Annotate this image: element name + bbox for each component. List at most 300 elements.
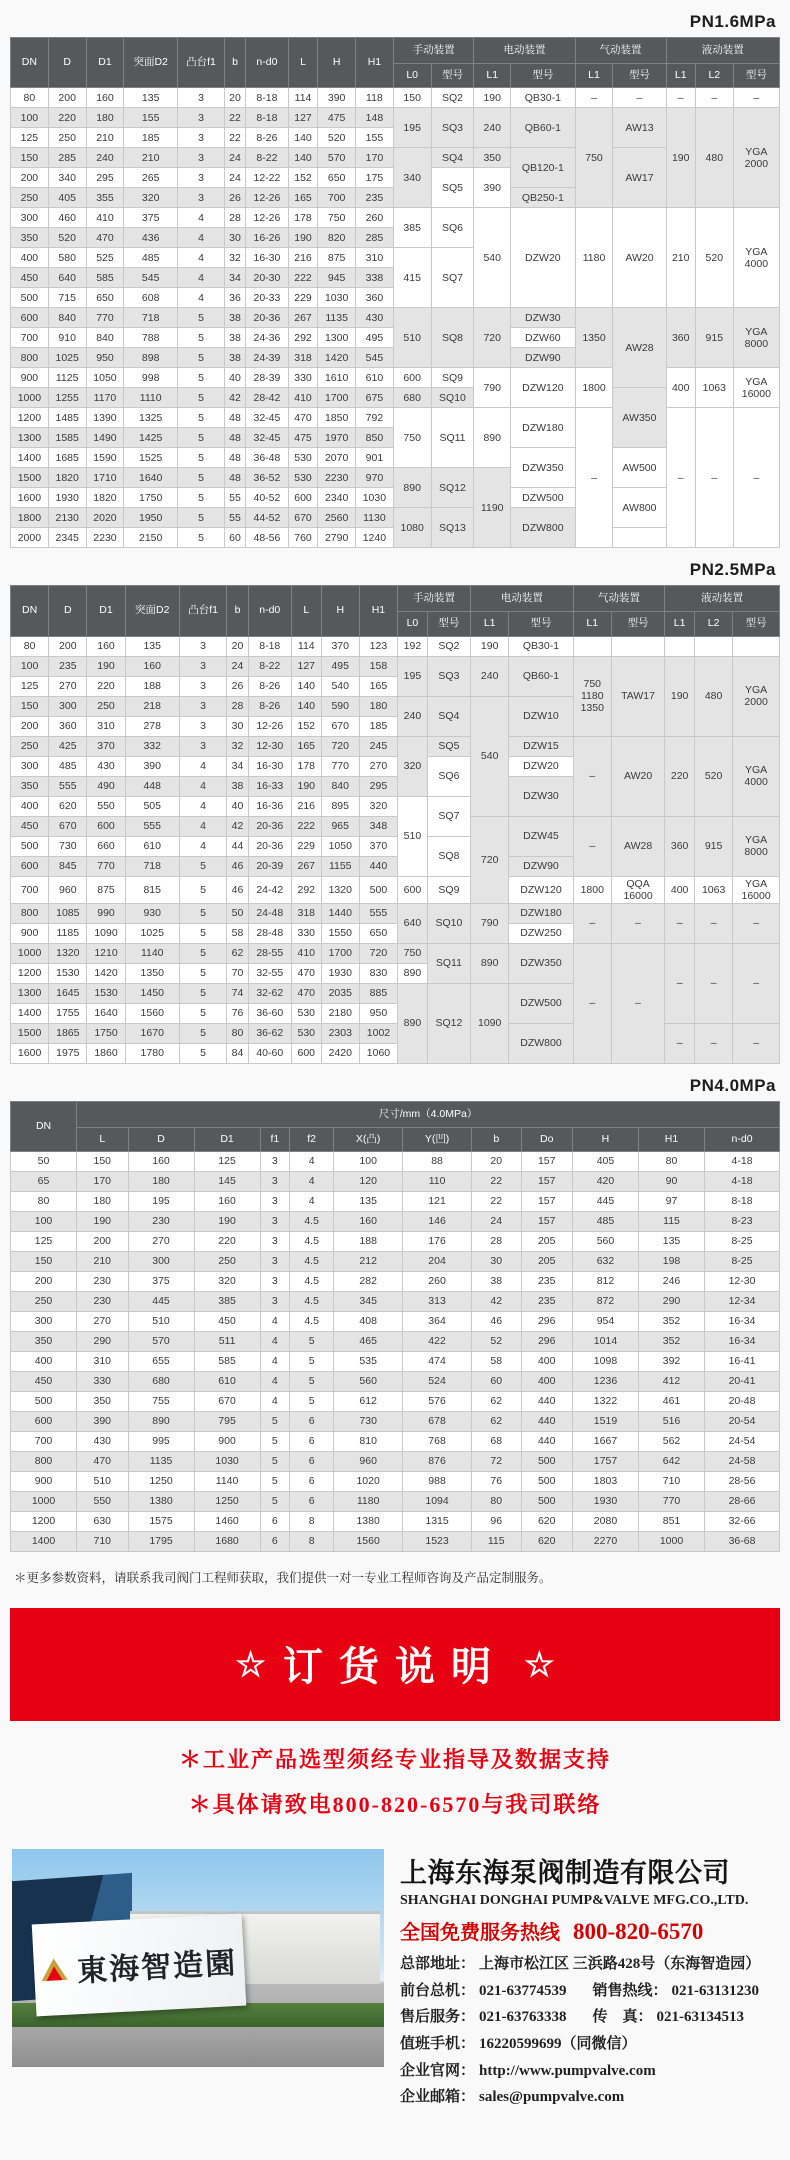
header-cell: 液动装置 (666, 38, 780, 64)
data-cell: 720 (471, 816, 509, 903)
data-cell: SQ7 (431, 248, 474, 308)
data-cell: 52 (472, 1331, 521, 1351)
data-cell: 915 (695, 816, 733, 876)
data-cell: 114 (291, 636, 321, 656)
data-cell: 160 (87, 636, 125, 656)
data-cell: 1757 (572, 1451, 638, 1471)
data-cell: 300 (49, 696, 87, 716)
data-cell: DZW180 (511, 408, 576, 448)
data-cell: 680 (393, 388, 431, 408)
data-cell: 440 (521, 1431, 572, 1451)
data-cell: 500 (359, 876, 397, 903)
data-cell: 12-26 (246, 188, 289, 208)
hotline (400, 1916, 778, 1945)
data-cell: 1780 (125, 1043, 179, 1063)
data-cell: – (573, 903, 611, 943)
data-cell: 1060 (359, 1043, 397, 1063)
data-cell: SQ3 (431, 108, 474, 148)
data-cell: 1210 (87, 943, 125, 963)
data-cell: 40 (224, 368, 245, 388)
data-cell: 1390 (86, 408, 124, 428)
data-cell: 1110 (124, 388, 178, 408)
data-cell: 332 (125, 736, 179, 756)
data-cell: 755 (128, 1391, 194, 1411)
data-cell: 24-54 (705, 1431, 780, 1451)
data-cell: 560 (334, 1371, 403, 1391)
data-cell: 1560 (125, 1003, 179, 1023)
data-cell: 5 (260, 1451, 289, 1471)
data-cell: 34 (227, 756, 248, 776)
data-cell: 5 (260, 1411, 289, 1431)
data-cell: – (733, 408, 779, 548)
data-cell: 1530 (49, 963, 87, 983)
data-cell (613, 528, 666, 548)
data-cell: 500 (521, 1451, 572, 1471)
data-cell: 460 (48, 208, 86, 228)
data-cell: 32 (224, 248, 245, 268)
data-cell: 1200 (11, 408, 49, 428)
data-cell: 2035 (321, 983, 359, 1003)
data-cell: 2150 (124, 528, 178, 548)
data-cell: 540 (474, 208, 511, 308)
data-cell (611, 636, 664, 656)
data-cell: 640 (398, 903, 428, 943)
company-logo-icon (41, 1958, 68, 1981)
data-cell: 6 (260, 1531, 289, 1551)
data-cell: 80 (227, 1023, 248, 1043)
data-cell: 1700 (318, 388, 356, 408)
data-cell: 20-30 (246, 268, 289, 288)
data-cell: 1519 (572, 1411, 638, 1431)
data-cell: 485 (49, 756, 87, 776)
data-cell: 412 (639, 1371, 705, 1391)
data-cell: 1350 (575, 308, 613, 368)
header-cell: L2 (695, 64, 733, 88)
data-cell: DZW15 (509, 736, 573, 756)
data-cell: 895 (321, 796, 359, 816)
data-cell: 1400 (11, 1531, 77, 1551)
data-cell: 1000 (11, 943, 49, 963)
data-cell: 230 (77, 1291, 128, 1311)
data-cell: 4-18 (705, 1171, 780, 1191)
data-cell: 175 (356, 168, 394, 188)
header-cell: X(凸) (334, 1127, 403, 1151)
data-cell: 375 (128, 1271, 194, 1291)
data-cell: 545 (356, 348, 394, 368)
data-cell: 1640 (124, 468, 178, 488)
data-cell: 190 (471, 636, 509, 656)
data-cell: DZW350 (509, 943, 573, 983)
data-cell: 440 (521, 1391, 572, 1411)
data-cell: 576 (403, 1391, 472, 1411)
data-cell: 792 (356, 408, 394, 428)
data-cell: TAW17 (611, 656, 664, 736)
data-cell: SQ8 (427, 836, 470, 876)
data-cell: 475 (318, 108, 356, 128)
contact-line (400, 2004, 778, 2031)
data-cell: 390 (318, 88, 356, 108)
data-cell: 600 (11, 1411, 77, 1431)
data-cell: 1425 (124, 428, 178, 448)
data-cell: 560 (572, 1231, 638, 1251)
data-cell: DZW500 (511, 488, 576, 508)
data-cell: 1250 (194, 1491, 260, 1511)
data-cell: 800 (11, 348, 49, 368)
header-cell: 型号 (431, 64, 474, 88)
data-cell: 360 (356, 288, 394, 308)
data-cell: 510 (398, 796, 428, 876)
data-cell: 8-18 (705, 1191, 780, 1211)
hotline-number: 800-820-6570 (573, 1918, 704, 1944)
data-cell: 1930 (321, 963, 359, 983)
data-cell: 24 (472, 1211, 521, 1231)
data-cell: 876 (403, 1451, 472, 1471)
data-cell: 1750 (124, 488, 178, 508)
data-cell: 1800 (573, 876, 611, 903)
data-cell: 392 (639, 1351, 705, 1371)
data-cell: DZW800 (511, 508, 576, 548)
data-cell: 16-36 (248, 796, 291, 816)
banner-star-left-icon: ☆ (235, 1645, 266, 1684)
data-cell: 475 (288, 428, 317, 448)
data-cell: 42 (472, 1291, 521, 1311)
data-cell: 8-25 (705, 1231, 780, 1251)
data-cell: 1098 (572, 1351, 638, 1371)
data-cell: 24 (227, 656, 248, 676)
data-cell: 158 (359, 656, 397, 676)
data-cell: 340 (393, 148, 431, 208)
data-cell: 520 (48, 228, 86, 248)
data-cell: 60 (472, 1371, 521, 1391)
data-cell: 350 (77, 1391, 128, 1411)
data-cell: – (695, 408, 733, 548)
contact-label: 值班手机： (400, 2035, 476, 2052)
data-cell: SQ10 (431, 388, 474, 408)
data-cell: 750 (393, 408, 431, 468)
data-cell: SQ2 (431, 88, 474, 108)
data-cell: 80 (11, 636, 49, 656)
data-cell: 42 (227, 816, 248, 836)
header-cell: L1 (665, 612, 695, 636)
data-cell: 121 (403, 1191, 472, 1211)
data-cell: 55 (224, 488, 245, 508)
data-cell: 840 (321, 776, 359, 796)
data-cell: 1200 (11, 1511, 77, 1531)
data-cell: – (613, 88, 666, 108)
data-cell: DZW20 (511, 208, 576, 308)
data-cell: 1600 (11, 1043, 49, 1063)
contact-value: 021-63131230 (671, 1982, 760, 1999)
data-cell: 55 (224, 508, 245, 528)
data-cell: 3 (260, 1191, 289, 1211)
data-cell: QB250-1 (511, 188, 576, 208)
header-cell: L0 (393, 64, 431, 88)
pn25-title: PN2.5MPa (689, 560, 776, 580)
header-cell: DN (11, 586, 49, 636)
data-cell: 750 (318, 208, 356, 228)
data-cell: 422 (403, 1331, 472, 1351)
data-cell: 28 (224, 208, 245, 228)
data-cell: 720 (359, 943, 397, 963)
pn16-section (0, 12, 790, 548)
data-cell: AW20 (611, 736, 664, 816)
data-cell: 890 (393, 468, 431, 508)
data-cell: 998 (124, 368, 178, 388)
data-cell: 795 (194, 1411, 260, 1431)
data-cell: 32-55 (248, 963, 291, 983)
data-cell: 1590 (86, 448, 124, 468)
data-cell: 3 (178, 108, 225, 128)
data-cell: DZW120 (511, 368, 576, 408)
data-cell: 890 (398, 963, 428, 983)
data-cell: 313 (403, 1291, 472, 1311)
data-cell: – (695, 88, 733, 108)
data-cell: 1420 (87, 963, 125, 983)
data-cell: 608 (124, 288, 178, 308)
data-cell: YGA 8000 (733, 308, 779, 368)
data-cell: 3 (260, 1231, 289, 1251)
header-cell: L2 (695, 612, 733, 636)
header-cell: 手动装置 (398, 586, 471, 612)
data-cell: 8-26 (246, 128, 289, 148)
data-cell (733, 636, 780, 656)
data-cell: 400 (11, 796, 49, 816)
data-cell: 470 (291, 963, 321, 983)
data-cell: 520 (318, 128, 356, 148)
data-cell: 180 (86, 108, 124, 128)
data-cell: 540 (471, 696, 509, 816)
data-cell: 1185 (49, 923, 87, 943)
data-cell: QQA 16000 (611, 876, 664, 903)
data-cell: 16-41 (705, 1351, 780, 1371)
data-cell: 28 (227, 696, 248, 716)
data-cell: 195 (393, 108, 431, 148)
data-cell: 1300 (11, 983, 49, 1003)
data-cell: 610 (194, 1371, 260, 1391)
data-cell: 22 (472, 1171, 521, 1191)
data-cell: – (666, 408, 695, 548)
data-cell: 96 (472, 1511, 521, 1531)
data-cell: 295 (86, 168, 124, 188)
data-cell: DZW30 (509, 776, 573, 816)
data-cell: 875 (318, 248, 356, 268)
data-cell: 570 (318, 148, 356, 168)
data-cell: 3 (260, 1151, 289, 1171)
data-cell: DZW350 (511, 448, 576, 488)
data-cell: 190 (666, 108, 695, 208)
data-cell: 155 (124, 108, 178, 128)
data-cell: 4 (179, 756, 226, 776)
data-cell: 510 (128, 1311, 194, 1331)
data-cell: 267 (288, 308, 317, 328)
data-cell: 28-42 (246, 388, 289, 408)
data-cell: 5 (179, 876, 226, 903)
data-cell: AW20 (613, 208, 666, 308)
data-cell: 430 (356, 308, 394, 328)
data-cell: 760 (288, 528, 317, 548)
data-cell: 1155 (321, 856, 359, 876)
data-cell: 1063 (695, 876, 733, 903)
data-cell: 2000 (11, 528, 49, 548)
data-cell: 190 (87, 656, 125, 676)
data-cell: 770 (87, 856, 125, 876)
data-cell: 300 (128, 1251, 194, 1271)
pn25-table (0, 585, 790, 1063)
notices (0, 1743, 790, 1819)
contact-value: 上海市松江区 三浜路428号（东海智造园） (479, 1955, 761, 1972)
data-cell: 282 (334, 1271, 403, 1291)
data-cell: QB120-1 (511, 148, 576, 188)
data-cell: 90 (639, 1171, 705, 1191)
data-cell: 5 (290, 1351, 334, 1371)
data-table (10, 37, 780, 548)
data-cell: 100 (11, 656, 49, 676)
data-cell: 900 (11, 368, 49, 388)
data-cell: AW500 (613, 448, 666, 488)
data-cell: 1320 (49, 943, 87, 963)
data-cell: 612 (334, 1391, 403, 1411)
data-cell: 1800 (11, 508, 49, 528)
data-cell: 127 (288, 108, 317, 128)
data-cell: 178 (288, 208, 317, 228)
data-cell: 320 (124, 188, 178, 208)
data-cell: 440 (359, 856, 397, 876)
data-cell: 190 (288, 228, 317, 248)
header-cell: f1 (260, 1127, 289, 1151)
pn25-section (0, 560, 790, 1063)
data-cell: 470 (77, 1451, 128, 1471)
data-cell: 1750 (87, 1023, 125, 1043)
contact-link[interactable]: sales@pumpvalve.com (479, 2089, 625, 2106)
data-cell: 720 (321, 736, 359, 756)
header-cell: 型号 (611, 612, 664, 636)
data-cell: 600 (393, 368, 431, 388)
data-cell: 200 (49, 636, 87, 656)
data-cell: 1640 (87, 1003, 125, 1023)
data-cell: 4.5 (290, 1251, 334, 1271)
data-cell: 5 (178, 388, 225, 408)
data-cell: AW800 (613, 488, 666, 528)
data-cell: 285 (48, 148, 86, 168)
data-cell: 352 (639, 1311, 705, 1331)
data-cell: 710 (77, 1531, 128, 1551)
data-cell: 3 (178, 88, 225, 108)
data-cell: 22 (224, 108, 245, 128)
data-cell: 4 (179, 796, 226, 816)
data-cell: 495 (321, 656, 359, 676)
data-cell: 1860 (87, 1043, 125, 1063)
data-cell: 300 (11, 208, 49, 228)
data-cell: 1380 (334, 1511, 403, 1531)
contact-label: 销售热线： (592, 1982, 668, 1999)
data-cell: 1500 (11, 468, 49, 488)
data-cell: 480 (695, 656, 733, 736)
data-cell: 2790 (318, 528, 356, 548)
data-cell: 65 (11, 1171, 77, 1191)
data-cell: – (733, 1023, 780, 1063)
data-cell: 38 (227, 776, 248, 796)
data-cell: – (733, 903, 780, 943)
data-cell: QB60-1 (509, 656, 573, 696)
data-cell: 620 (521, 1511, 572, 1531)
data-cell: 1030 (356, 488, 394, 508)
data-cell: 1002 (359, 1023, 397, 1043)
data-cell: 235 (521, 1291, 572, 1311)
data-cell: 300 (11, 756, 49, 776)
data-cell: 4 (260, 1351, 289, 1371)
data-cell: 450 (194, 1311, 260, 1331)
data-cell: 24-39 (246, 348, 289, 368)
data-cell: 310 (87, 716, 125, 736)
data-cell: 1320 (321, 876, 359, 903)
data-cell: SQ4 (431, 148, 474, 168)
data-cell: 6 (290, 1411, 334, 1431)
data-cell: 160 (128, 1151, 194, 1171)
contact-value: 16220599699（同微信） (479, 2035, 637, 2052)
data-cell: 988 (403, 1471, 472, 1491)
data-cell: 461 (639, 1391, 705, 1411)
data-cell: 8-26 (248, 696, 291, 716)
data-cell: 610 (125, 836, 179, 856)
data-cell: 445 (128, 1291, 194, 1311)
data-cell: 5 (178, 468, 225, 488)
header-cell: DN (11, 38, 49, 88)
data-cell: SQ12 (431, 468, 474, 508)
data-cell: 1700 (321, 943, 359, 963)
data-cell: 195 (128, 1191, 194, 1211)
data-cell: 150 (11, 1251, 77, 1271)
data-cell: 170 (77, 1171, 128, 1191)
data-cell: 900 (194, 1431, 260, 1451)
data-cell: 718 (124, 308, 178, 328)
data-cell: 4-18 (705, 1151, 780, 1171)
contact-label: 售后服务： (400, 2009, 476, 2026)
data-cell: 364 (403, 1311, 472, 1331)
data-cell: 530 (291, 1003, 321, 1023)
data-cell: 150 (393, 88, 431, 108)
data-cell: 815 (125, 876, 179, 903)
data-cell: 4 (178, 208, 225, 228)
data-cell: – (695, 1023, 733, 1063)
data-cell: SQ5 (431, 168, 474, 208)
data-cell: 210 (666, 208, 695, 308)
data-cell: 516 (639, 1411, 705, 1431)
data-cell: 295 (359, 776, 397, 796)
data-cell: QB30-1 (509, 636, 573, 656)
data-cell: 20-54 (705, 1411, 780, 1431)
data-cell: 16-30 (246, 248, 289, 268)
data-cell: 1050 (321, 836, 359, 856)
contact-link[interactable]: http://www.pumpvalve.com (479, 2062, 656, 2079)
data-cell: 1130 (356, 508, 394, 528)
data-cell: 165 (359, 676, 397, 696)
data-cell: 430 (77, 1431, 128, 1451)
data-cell: 890 (128, 1411, 194, 1431)
data-cell: 20-36 (248, 836, 291, 856)
data-cell: 270 (49, 676, 87, 696)
data-cell: 1300 (318, 328, 356, 348)
data-cell: – (575, 408, 613, 548)
data-cell: 84 (227, 1043, 248, 1063)
data-cell: 267 (291, 856, 321, 876)
data-cell: 100 (11, 108, 49, 128)
data-cell: – (665, 903, 695, 943)
data-cell: 125 (11, 676, 49, 696)
data-cell: 555 (359, 903, 397, 923)
data-cell: 20 (227, 636, 248, 656)
data-cell: 400 (11, 248, 49, 268)
data-cell: 2270 (572, 1531, 638, 1551)
